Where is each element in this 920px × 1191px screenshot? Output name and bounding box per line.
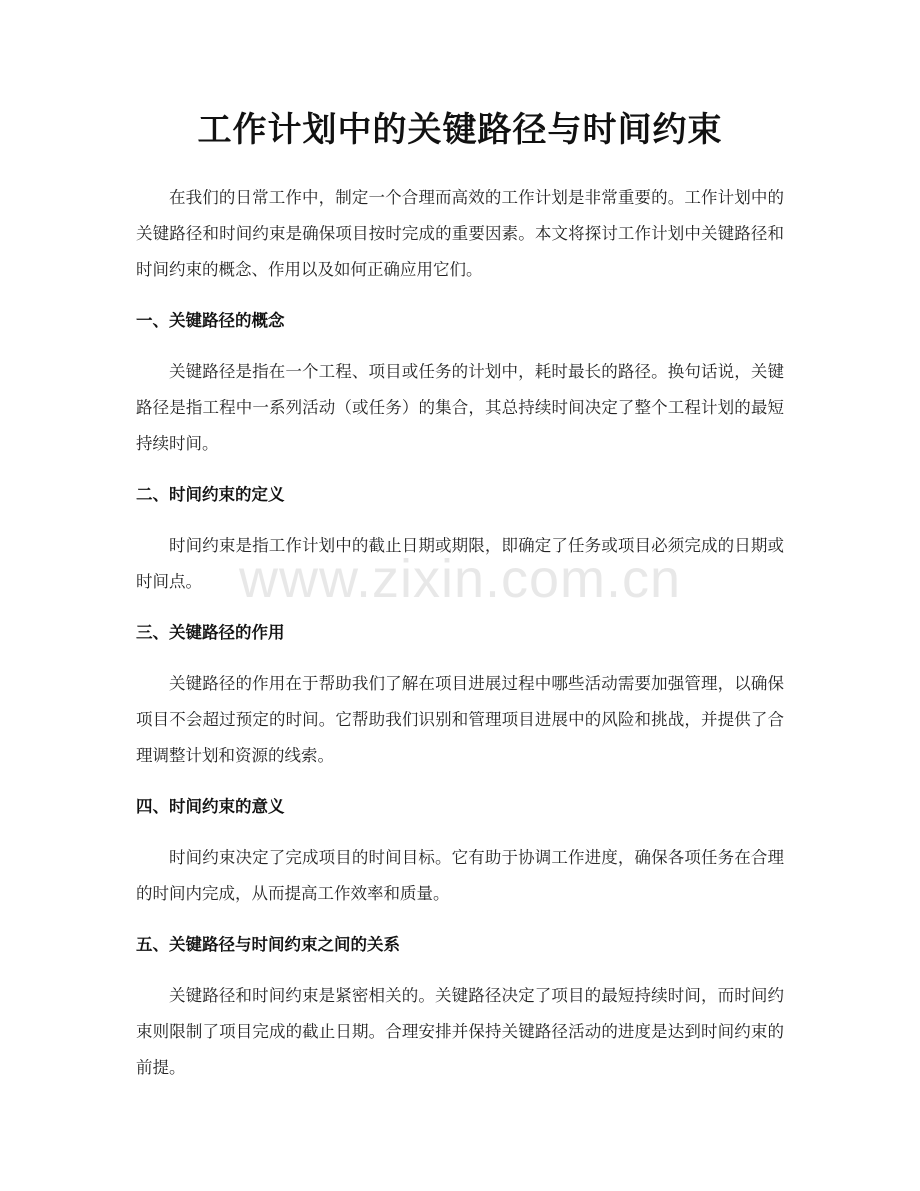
section-body-2: 时间约束是指工作计划中的截止日期或期限，即确定了任务或项目必须完成的日期或时间点。 xyxy=(136,536,784,591)
section-heading-5: 五、关键路径与时间约束之间的关系 xyxy=(136,935,400,954)
document-body xyxy=(136,180,784,1086)
section-body-4: 时间约束决定了完成项目的时间目标。它有助于协调工作进度，确保各项任务在合理的时间内完成，从而提高工作效率和质量。 xyxy=(136,848,784,903)
section-heading-4: 四、时间约束的意义 xyxy=(136,797,285,816)
section-body-5: 关键路径和时间约束是紧密相关的。关键路径决定了项目的最短持续时间，而时间约束则限制了项目完成的截止日期。合理安排并保持关键路径活动的进度是达到时间约束的前提。 xyxy=(136,986,784,1077)
section-heading-3: 三、关键路径的作用 xyxy=(136,623,285,642)
document-title: 工作计划中的关键路径与时间约束 xyxy=(197,110,723,150)
intro-paragraph: 在我们的日常工作中，制定一个合理而高效的工作计划是非常重要的。工作计划中的关键路径和时间约束是确保项目按时完成的重要因素。本文将探讨工作计划中关键路径和时间约束的概念、作用以及如何正确应用它们。 xyxy=(136,188,784,279)
section-body-1: 关键路径是指在一个工程、项目或任务的计划中，耗时最长的路径。换句话说，关键路径是指工程中一系列活动（或任务）的集合，其总持续时间决定了整个工程计划的最短持续时间。 xyxy=(136,362,784,453)
section-heading-1: 一、关键路径的概念 xyxy=(136,311,285,330)
watermark-text: www.zixin.com.cn xyxy=(238,549,682,609)
section-heading-2: 二、时间约束的定义 xyxy=(136,485,285,504)
section-body-3: 关键路径的作用在于帮助我们了解在项目进展过程中哪些活动需要加强管理，以确保项目不会超过预定的时间。它帮助我们识别和管理项目进展中的风险和挑战，并提供了合理调整计划和资源的线索。 xyxy=(136,674,784,765)
